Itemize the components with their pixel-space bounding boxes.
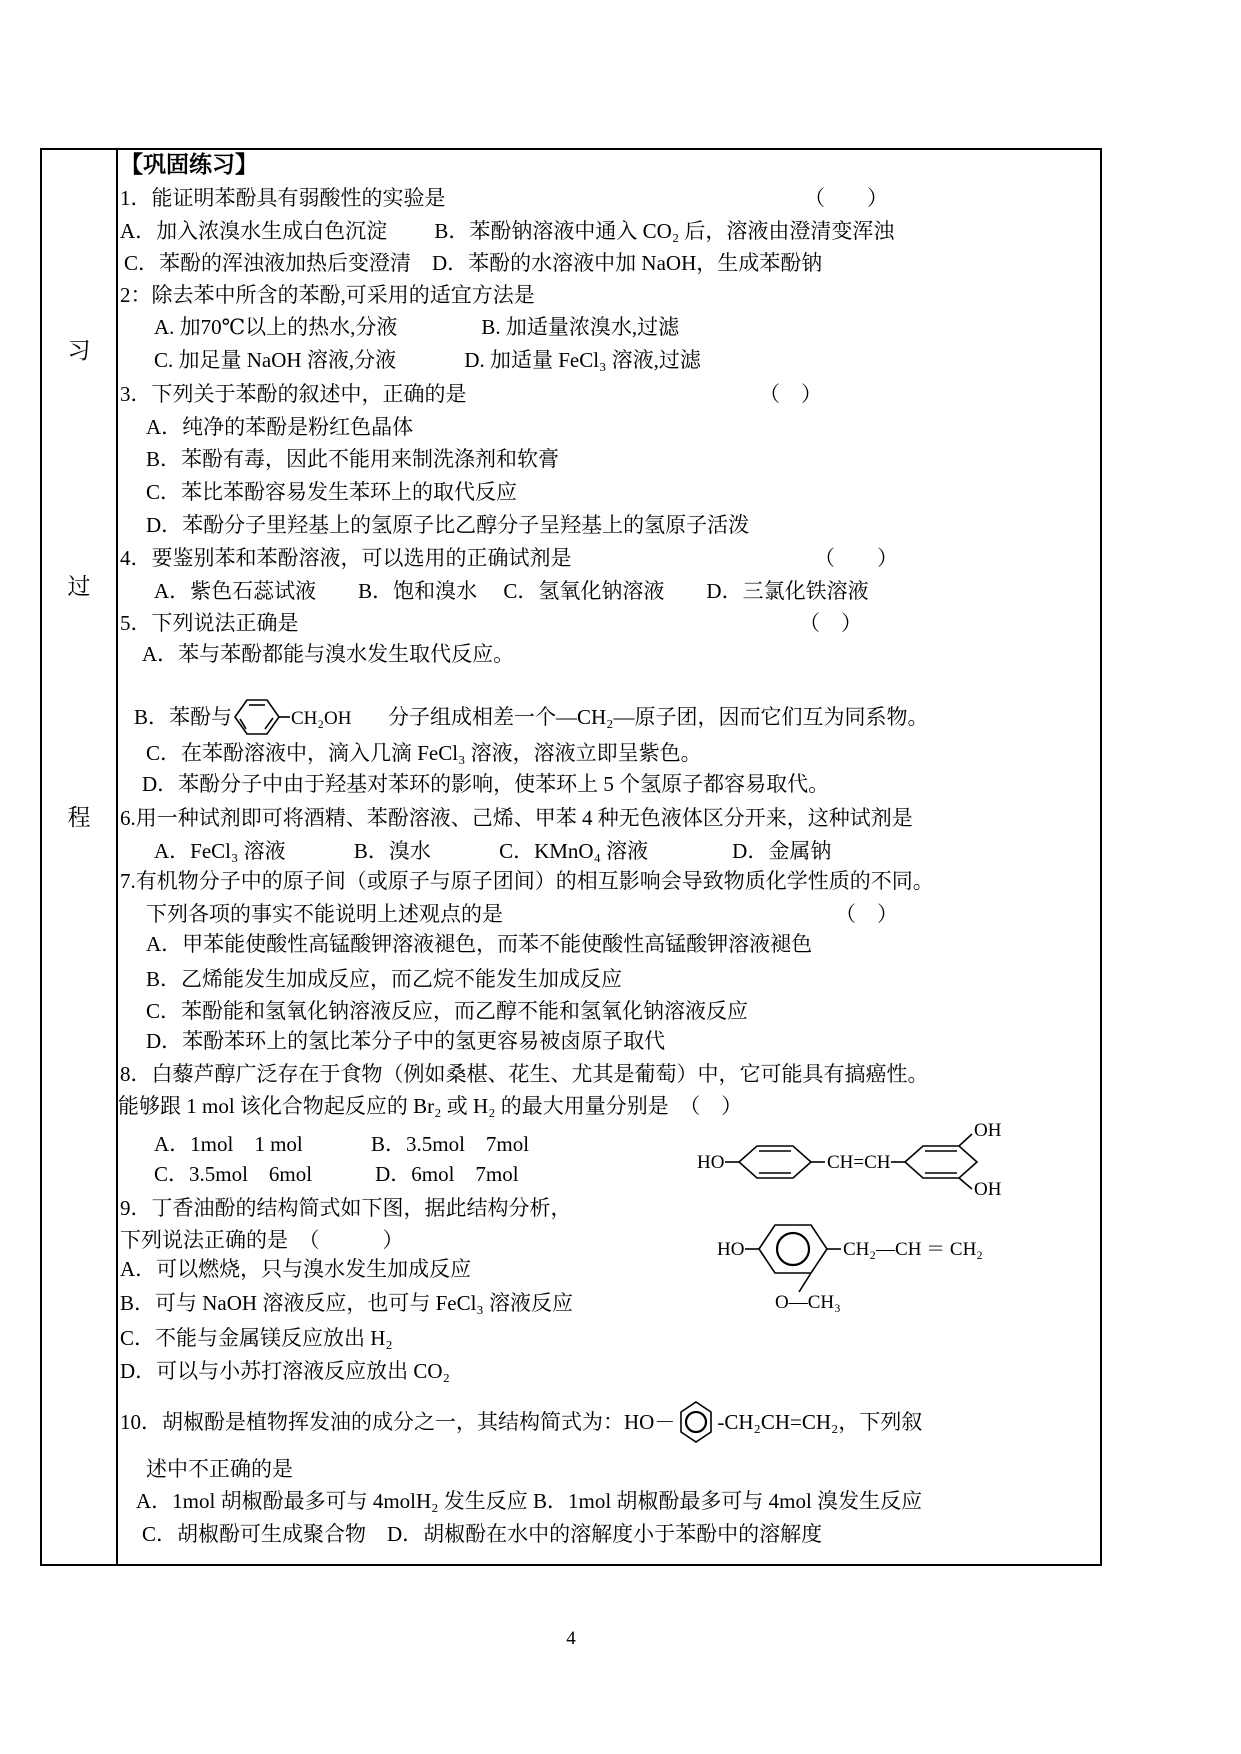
question-9-line2: 下列说法正确的是 （ ）	[120, 1228, 404, 1252]
ho-label: HO	[717, 1239, 745, 1260]
question-3-option-a: A．纯净的苯酚是粉红色晶体	[146, 415, 414, 439]
question-1	[120, 185, 888, 211]
question-5-option-b	[134, 694, 929, 740]
question-7-option-a: A．甲苯能使酸性高锰酸钾溶液褪色，而苯不能使酸性高锰酸钾溶液褪色	[146, 932, 813, 956]
eugenol-structure	[715, 1202, 1025, 1314]
question-9-option-b: B．可与 NaOH 溶液反应，也可与 FeCl₃ 溶液反应	[120, 1291, 573, 1315]
question-8-options-cd: C．3.5mol 6mol D．6mol 7mol	[154, 1162, 519, 1186]
oh-bottom-label: OH	[974, 1179, 1002, 1197]
question-3-text: 3．下列关于苯酚的叙述中，正确的是	[120, 382, 467, 406]
section-title: 【巩固练习】	[120, 152, 258, 177]
question-3-option-b: B．苯酚有毒，因此不能用来制洗涤剂和软膏	[146, 447, 560, 471]
question-5-option-b-prefix: B．苯酚与	[134, 705, 233, 729]
question-5-option-a: A．苯与苯酚都能与溴水发生取代反应。	[142, 642, 515, 666]
question-10-line2: 述中不正确的是	[146, 1457, 293, 1481]
question-3	[120, 381, 822, 407]
question-8-options-ab: A．1mol 1 mol B．3.5mol 7mol	[154, 1132, 530, 1156]
chch-label: CH=CH	[827, 1152, 891, 1173]
question-7-subline	[146, 901, 898, 927]
question-10-prefix: 10．胡椒酚是植物挥发油的成分之一，其结构简式为：HO－	[120, 1410, 676, 1434]
question-5-option-b-suffix: 分子组成相差一个—CH₂—原子团，因而它们互为同系物。	[388, 705, 929, 729]
question-10	[120, 1398, 922, 1446]
answer-blank-q3: （ ）	[759, 382, 822, 406]
question-2-options-ab: A. 加70℃以上的热水,分液 B. 加适量浓溴水,过滤	[154, 315, 680, 339]
question-3-option-c: C．苯比苯酚容易发生苯环上的取代反应	[146, 480, 518, 504]
question-7-option-b: B．乙烯能发生加成反应，而乙烷不能发生加成反应	[146, 967, 623, 991]
question-5-text: 5．下列说法正确是	[120, 611, 299, 635]
side-label-char-1: 习	[67, 338, 91, 363]
benzyl-alcohol-structure	[232, 693, 360, 741]
question-5	[120, 610, 862, 636]
question-2-options-cd: C. 加足量 NaOH 溶液,分液 D. 加适量 FeCl₃ 溶液,过滤	[154, 348, 701, 372]
question-7-option-c: C．苯酚能和氢氧化钠溶液反应，而乙醇不能和氢氧化钠溶液反应	[146, 999, 749, 1023]
question-2: 2：除去苯中所含的苯酚,可采用的适宜方法是	[120, 283, 535, 307]
resveratrol-structure	[695, 1119, 1015, 1197]
side-label-char-2: 过	[67, 574, 91, 599]
benzene-ring-inline	[677, 1400, 715, 1444]
side-label-char-3: 程	[67, 805, 91, 830]
question-7-subline-text: 下列各项的事实不能说明上述观点的是	[146, 902, 503, 926]
question-6: 6.用一种试剂即可将酒精、苯酚溶液、己烯、甲苯 4 种无色液体区分开来，这种试剂是	[120, 806, 913, 830]
question-8: 8．白藜芦醇广泛存在于食物（例如桑椹、花生、尤其是葡萄）中，它可能具有搞癌性。	[120, 1062, 929, 1086]
question-9-option-a: A．可以燃烧，只与溴水发生加成反应	[120, 1257, 472, 1281]
question-5-option-d: D．苯酚分子中由于羟基对苯环的影响，使苯环上 5 个氢原子都容易取代。	[142, 772, 830, 796]
answer-blank-q5: （ ）	[799, 611, 862, 635]
aromatic-circle	[777, 1233, 809, 1265]
question-4-text: 4．要鉴别苯和苯酚溶液，可以选用的正确试剂是	[120, 546, 572, 570]
answer-blank-q7: （ ）	[835, 902, 898, 926]
question-6-options: A．FeCl₃ 溶液 B．溴水 C．KMnO₄ 溶液 D．金属钠	[154, 839, 832, 863]
question-10-suffix: -CH₂CH=CH₂，下列叙	[717, 1410, 923, 1434]
answer-blank-q1: （ ）	[804, 186, 888, 210]
answer-blank-q4: （ ）	[814, 546, 898, 570]
question-9: 9．丁香油酚的结构简式如下图，据此结构分析，	[120, 1196, 572, 1220]
question-3-option-d: D．苯酚分子里羟基上的氢原子比乙醇分子呈羟基上的氢原子活泼	[146, 513, 750, 537]
allyl-chain-label: CH₂—CH ＝ CH₂	[843, 1239, 983, 1260]
question-5-option-c: C．在苯酚溶液中，滴入几滴 FeCl₃ 溶液，溶液立即呈紫色。	[146, 741, 702, 765]
question-7-option-d: D．苯酚苯环上的氢比苯分子中的氢更容易被卤原子取代	[146, 1029, 666, 1053]
page-number: 4	[566, 1628, 576, 1649]
question-1-text: 1．能证明苯酚具有弱酸性的实验是	[120, 186, 446, 210]
oh-top-label: OH	[974, 1120, 1002, 1141]
question-10-options-ab: A．1mol 胡椒酚最多可与 4molH₂ 发生反应 B．1mol 胡椒酚最多可与 4mol 溴发生反应	[136, 1489, 923, 1513]
ho-label: HO	[697, 1152, 725, 1173]
exercise-content	[116, 148, 1100, 1566]
question-7: 7.有机物分子中的原子间（或原子与原子团间）的相互影响会导致物质化学性质的不同。	[120, 869, 934, 893]
question-1-options-cd: C．苯酚的浑浊液加热后变澄清 D．苯酚的水溶液中加 NaOH，生成苯酚钠	[124, 251, 823, 275]
methoxy-label: O—CH₃	[775, 1292, 841, 1313]
question-10-options-cd: C．胡椒酚可生成聚合物 D．胡椒酚在水中的溶解度小于苯酚中的溶解度	[142, 1522, 823, 1546]
question-4-options: A．紫色石蕊试液 B．饱和溴水 C．氢氧化钠溶液 D．三氯化铁溶液	[154, 579, 869, 603]
question-1-options-ab: A．加入浓溴水生成白色沉淀 B．苯酚钠溶液中通入 CO₂ 后，溶液由澄清变浑浊	[120, 219, 895, 243]
question-9-option-c: C．不能与金属镁反应放出 H₂	[120, 1326, 393, 1350]
question-9-option-d: D．可以与小苏打溶液反应放出 CO₂	[120, 1359, 450, 1383]
question-8-line2: 能够跟 1 mol 该化合物起反应的 Br₂ 或 H₂ 的最大用量分别是 （ ）	[118, 1094, 743, 1118]
ch2oh-label: CH₂OH	[291, 708, 352, 729]
question-4	[120, 545, 898, 571]
